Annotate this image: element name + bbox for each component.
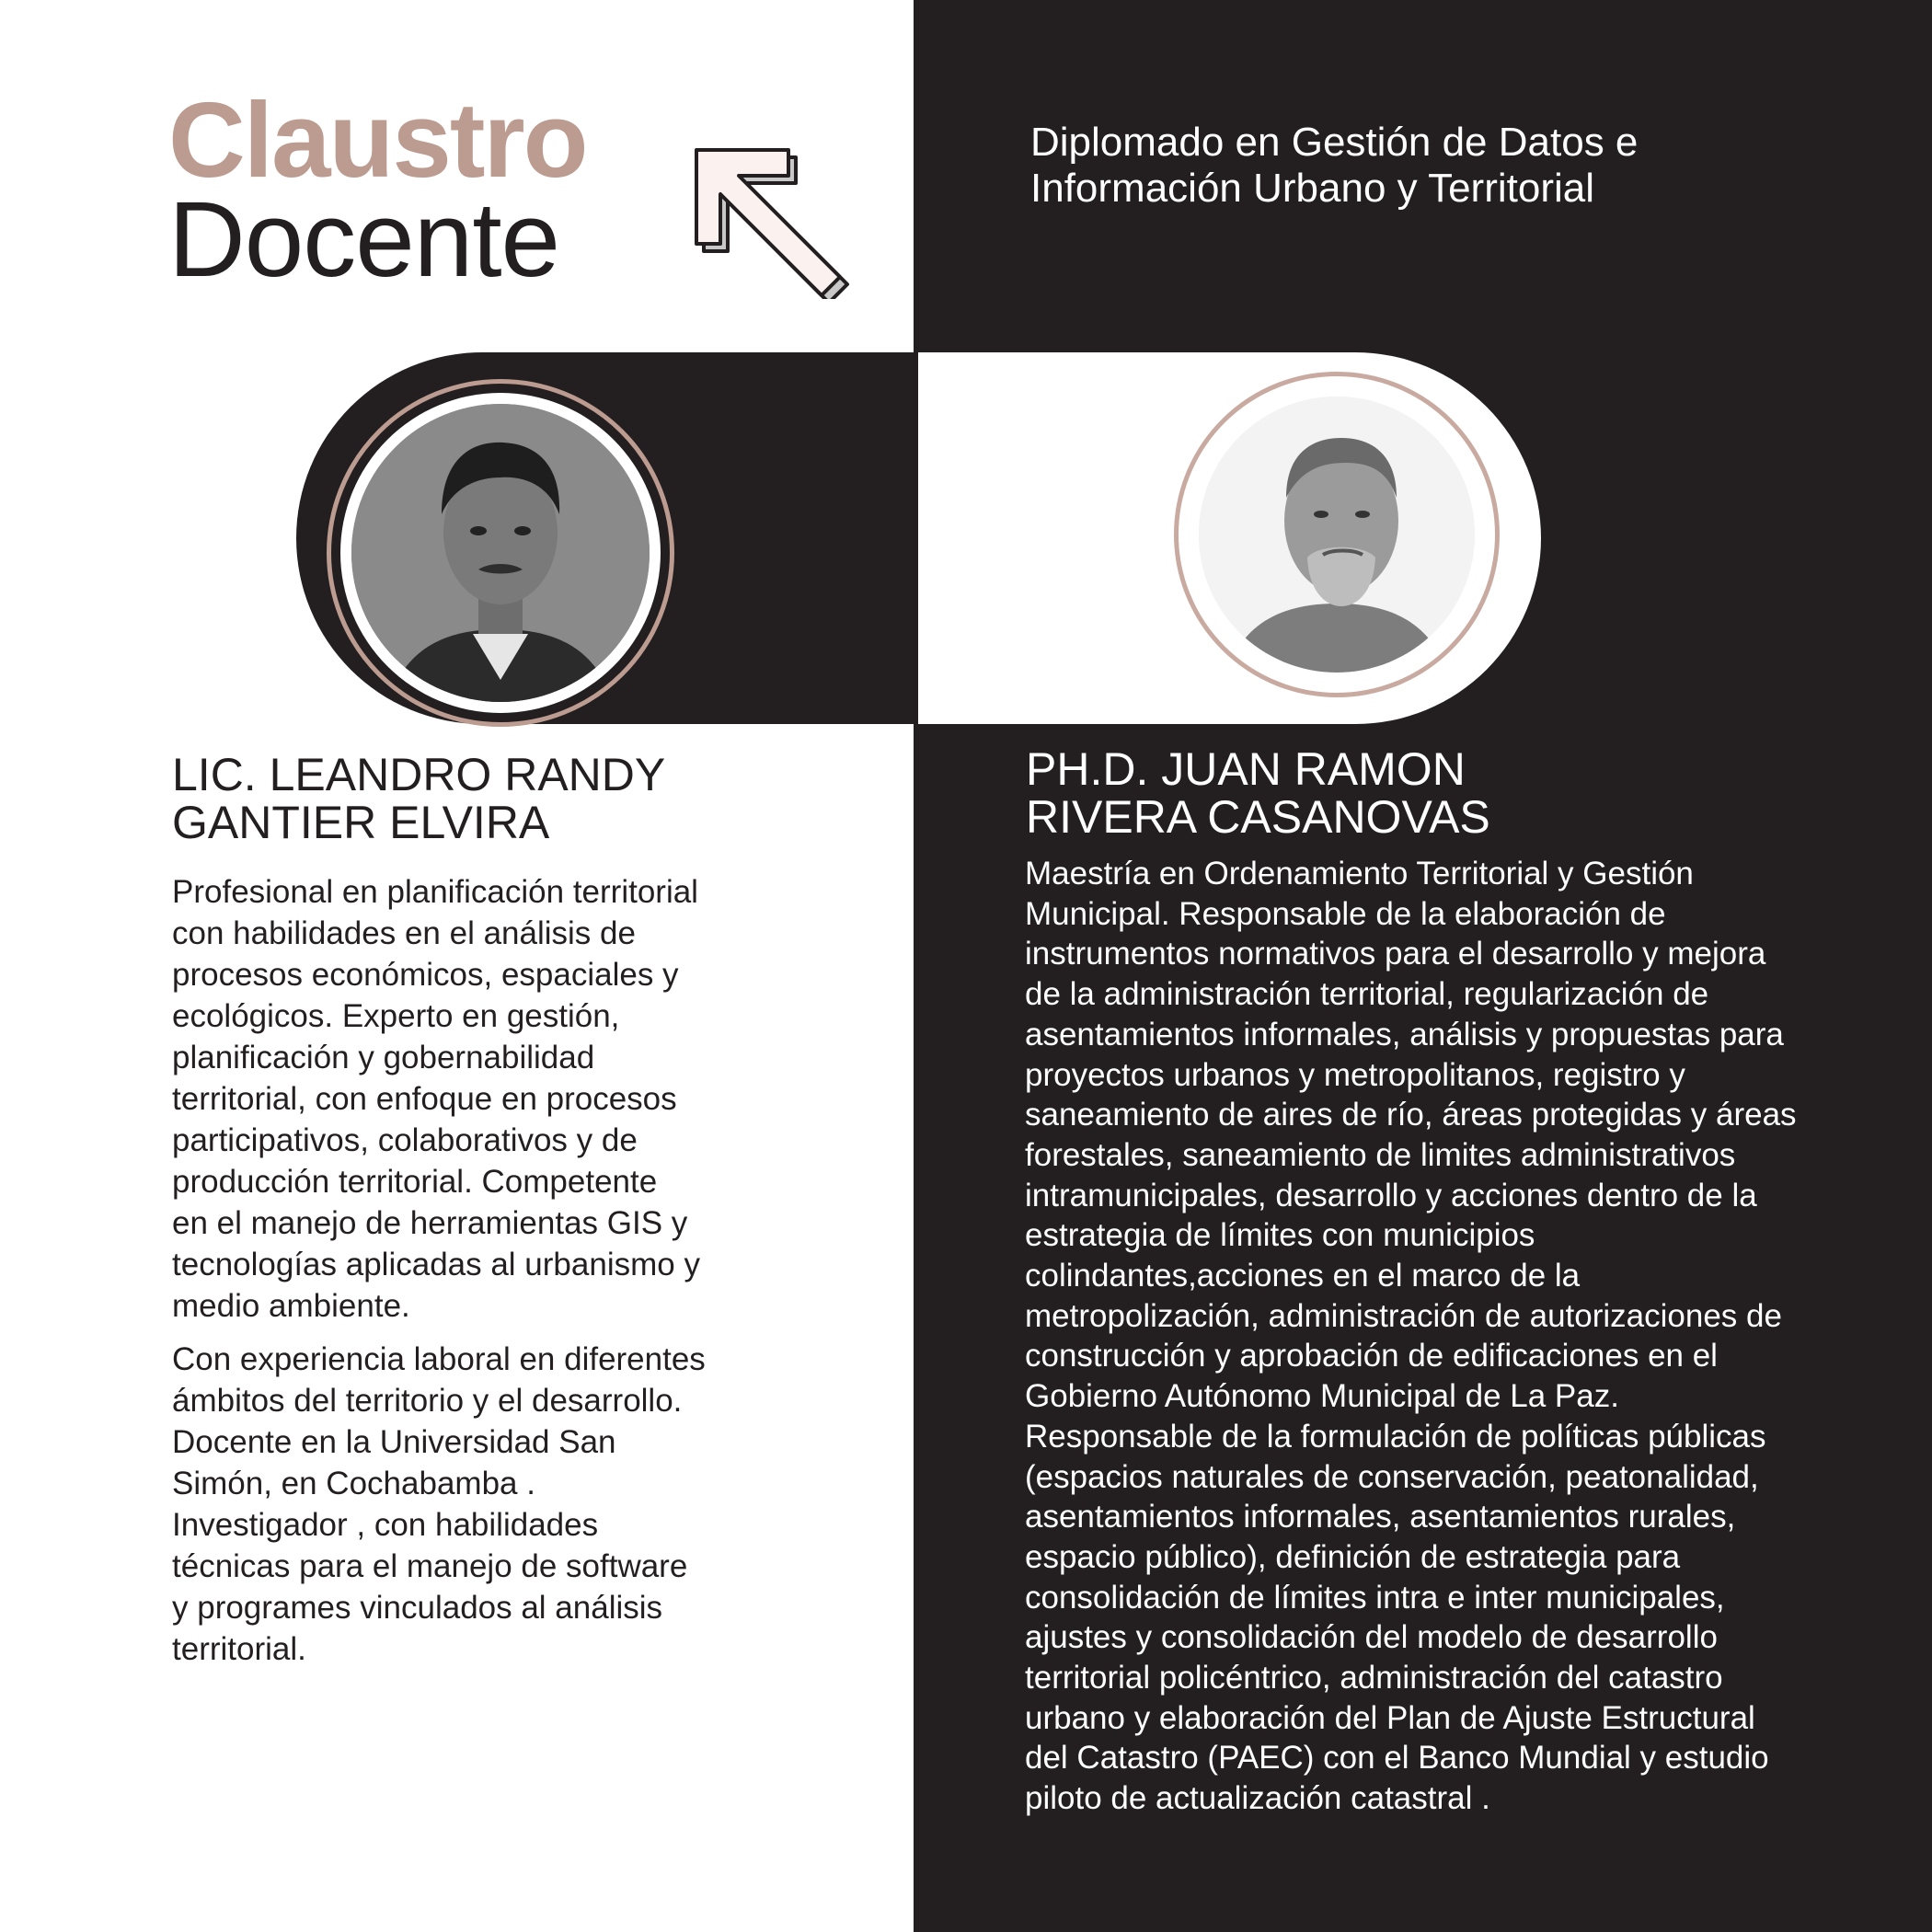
bio-line: medio ambiente. (172, 1288, 410, 1324)
teacher-name-line: RIVERA CASANOVAS (1026, 791, 1490, 843)
bio-line: asentamientos informales, análisis y propuestas para (1025, 1016, 1784, 1052)
teacher1-avatar (327, 379, 674, 727)
bio-line: asentamientos informales, asentamientos rurales, (1025, 1499, 1736, 1535)
bio-line: de la administración territorial, regularización de (1025, 976, 1709, 1013)
bio-line: Municipal. Responsable de la elaboración de (1025, 895, 1666, 932)
bio-line: colindantes,acciones en el marco de la (1025, 1258, 1581, 1294)
teacher1-bio-paragraph2 (172, 1339, 706, 1670)
bio-line: instrumentos normativos para el desarrollo y mejora (1025, 936, 1766, 972)
teacher1-bio-paragraph1 (172, 871, 700, 1327)
teacher2-photo (1199, 397, 1475, 673)
program-title (1030, 120, 1822, 212)
bio-line: y programes vinculados al análisis (172, 1590, 663, 1626)
portrait-image (1199, 397, 1475, 673)
arrow-up-left-icon (685, 133, 851, 299)
bio-line: Profesional en planificación territorial (172, 874, 698, 910)
bio-line: Investigador , con habilidades (172, 1507, 599, 1543)
bio-line: Con experiencia laboral en diferentes (172, 1341, 706, 1377)
bio-line: Responsable de la formulación de políticas públicas (1025, 1418, 1766, 1455)
teacher1-name (172, 751, 665, 846)
title-claustro: Claustro (168, 80, 587, 200)
bio-line: (espacios naturales de conservación, peatonalidad, (1025, 1458, 1759, 1495)
bio-line: ajustes y consolidación del modelo de desarrollo (1025, 1619, 1718, 1656)
title-docente: Docente (168, 179, 560, 299)
teacher1-photo (351, 404, 650, 702)
teacher2-name (1026, 745, 1490, 841)
bio-line: intramunicipales, desarrollo y acciones dentro de la (1025, 1177, 1757, 1213)
bio-line: espacio público), definición de estrategia para (1025, 1538, 1681, 1575)
bio-line: planificación y gobernabilidad (172, 1040, 595, 1075)
program-title-line: Información Urbano y Territorial (1030, 166, 1594, 211)
bio-line: Docente en la Universidad San (172, 1424, 616, 1460)
bio-line: piloto de actualización catastral . (1025, 1780, 1490, 1817)
page-title (168, 80, 587, 299)
bio-line: con habilidades en el análisis de (172, 915, 636, 951)
bio-line: metropolización, administración de autorizaciones de (1025, 1297, 1782, 1334)
bio-line: territorial. (172, 1631, 306, 1667)
bio-line: procesos económicos, espaciales y (172, 957, 679, 993)
teacher-name-line: GANTIER ELVIRA (172, 797, 550, 848)
bio-line: construcción y aprobación de edificaciones en el (1025, 1338, 1718, 1374)
bio-line: técnicas para el manejo de software (172, 1548, 688, 1584)
bio-line: del Catastro (PAEC) con el Banco Mundial y estudio (1025, 1740, 1769, 1777)
bio-line: ámbitos del territorio y el desarrollo. (172, 1383, 683, 1419)
bio-line: ecológicos. Experto en gestión, (172, 998, 620, 1034)
bio-line: territorial policéntrico, administración del catastro (1025, 1660, 1723, 1696)
bio-line: en el manejo de herramientas GIS y (172, 1205, 688, 1241)
bio-line: Maestría en Ordenamiento Territorial y Gestión (1025, 856, 1694, 891)
bio-line: tecnologías aplicadas al urbanismo y (172, 1247, 700, 1282)
bio-line: saneamiento de aires de río, áreas protegidas y áreas (1025, 1097, 1797, 1133)
avatar-ring (340, 393, 661, 713)
bio-line: Gobierno Autónomo Municipal de La Paz. (1025, 1378, 1619, 1415)
teacher2-avatar (1174, 372, 1500, 697)
bio-line: producción territorial. Competente (172, 1164, 658, 1200)
bio-line: territorial, con enfoque en procesos (172, 1081, 677, 1117)
teacher2-bio (1025, 854, 1797, 1819)
bio-line: participativos, colaborativos y de (172, 1122, 638, 1158)
program-title-line: Diplomado en Gestión de Datos e (1030, 120, 1639, 165)
teacher-name-line: PH.D. JUAN RAMON (1026, 743, 1466, 795)
teacher-name-line: LIC. LEANDRO RANDY (172, 749, 666, 800)
bio-line: proyectos urbanos y metropolitanos, registro y (1025, 1056, 1685, 1093)
bio-line: consolidación de límites intra e inter municipales, (1025, 1579, 1725, 1616)
bio-line: Simón, en Cochabamba . (172, 1466, 535, 1501)
bio-line: urbano y elaboración del Plan de Ajuste Estructural (1025, 1699, 1755, 1736)
bio-line: forestales, saneamiento de limites administrativos (1025, 1136, 1736, 1173)
bio-line: estrategia de límites con municipios (1025, 1217, 1535, 1254)
portrait-image (351, 404, 650, 702)
